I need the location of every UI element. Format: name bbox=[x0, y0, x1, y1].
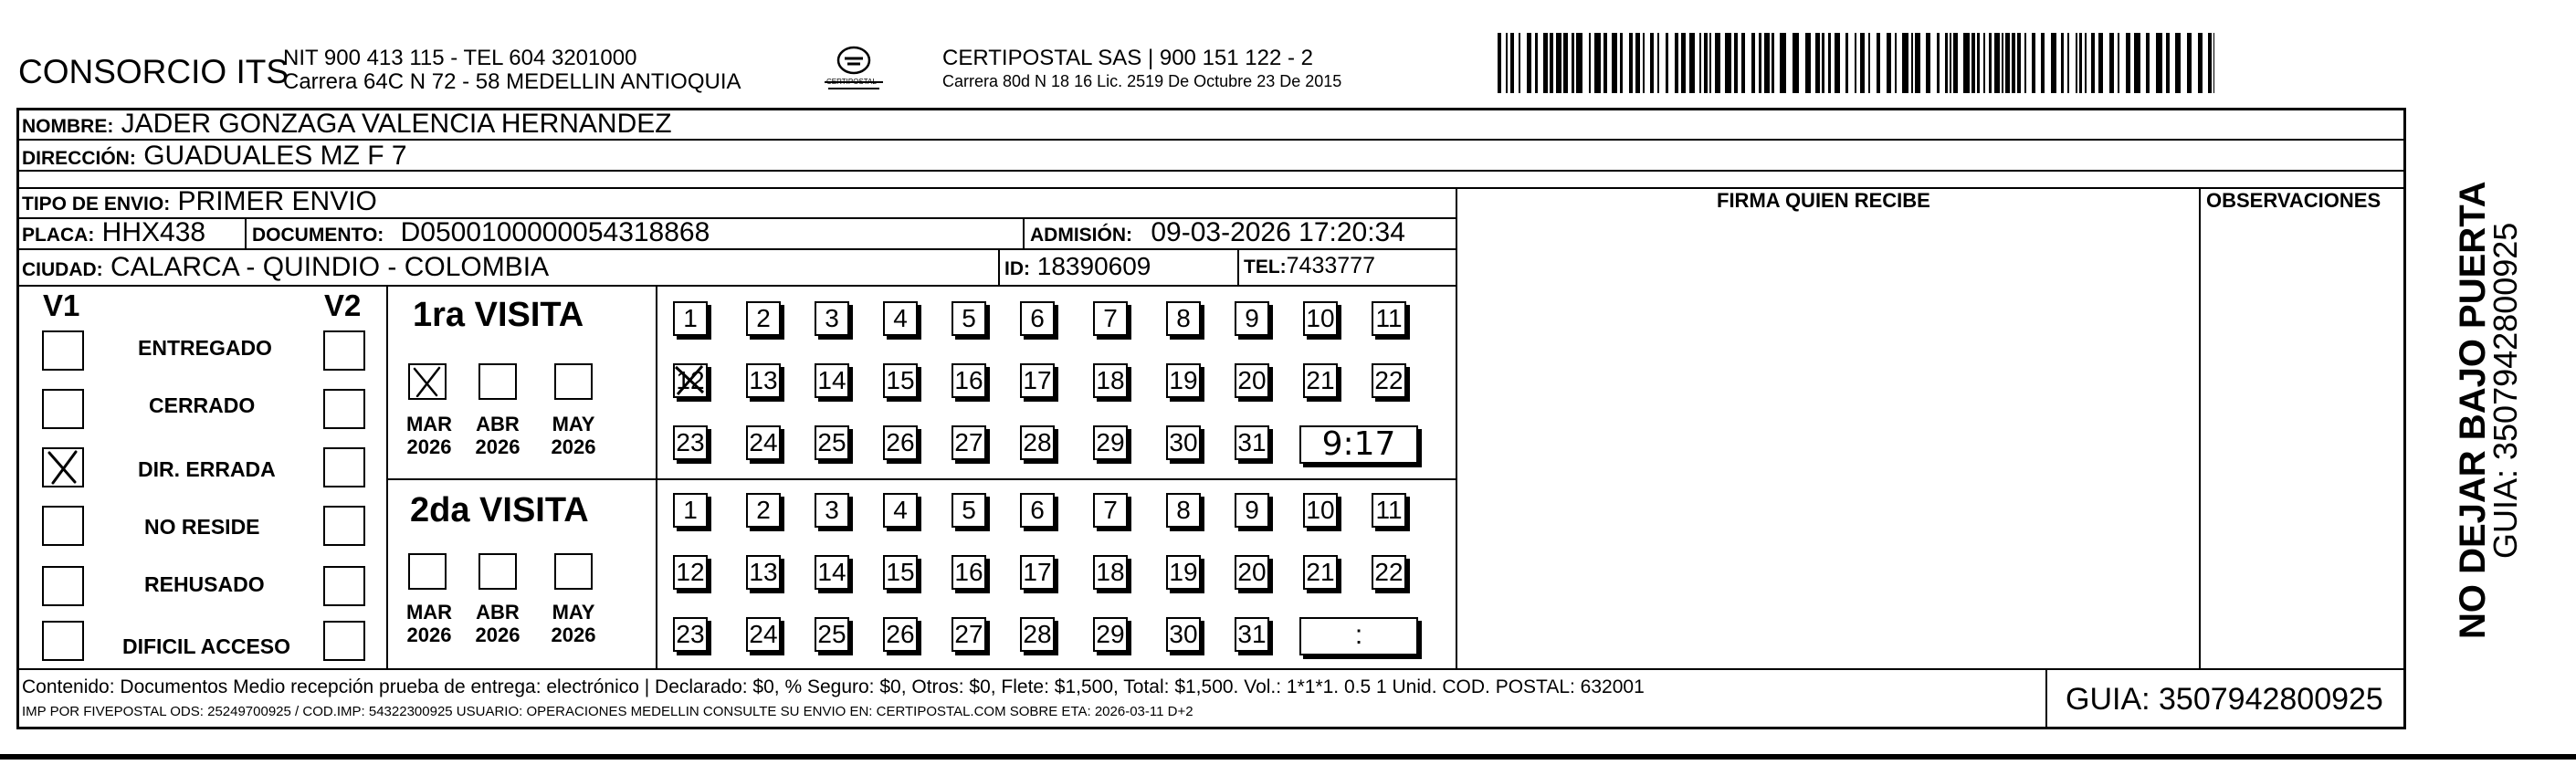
admision-field bbox=[1030, 219, 1405, 246]
first-visit-day-31[interactable]: 31 bbox=[1235, 425, 1269, 460]
v2-checkbox-dir-errada[interactable] bbox=[323, 447, 365, 487]
v1-checkbox-no-reside[interactable] bbox=[42, 506, 84, 546]
barcode-bar bbox=[1868, 33, 1870, 93]
barcode-bar bbox=[1704, 33, 1708, 93]
v1-checkbox-dir-errada[interactable] bbox=[42, 447, 84, 487]
company-nit: NIT 900 413 115 - TEL 604 3201000 bbox=[283, 46, 637, 70]
company-address: Carrera 64C N 72 - 58 MEDELLIN ANTIOQUIA bbox=[283, 69, 741, 94]
barcode-bar bbox=[1635, 33, 1640, 93]
first-visit-day-3[interactable]: 3 bbox=[815, 301, 849, 336]
barcode-bar bbox=[2041, 33, 2045, 93]
barcode-bar bbox=[2051, 33, 2056, 93]
barcode-bar bbox=[1989, 33, 1992, 93]
second-visit-time-box[interactable]: : bbox=[1299, 617, 1418, 655]
first-visit-day-13[interactable]: 13 bbox=[746, 363, 781, 398]
v1-label: V1 bbox=[43, 288, 80, 322]
barcode-bar bbox=[1845, 33, 1848, 93]
first-visit-day-27[interactable]: 27 bbox=[952, 425, 986, 460]
second-visit-day-9[interactable]: 9 bbox=[1235, 493, 1269, 528]
documento-label: DOCUMENTO: bbox=[252, 225, 384, 246]
second-visit-day-1[interactable]: 1 bbox=[673, 493, 708, 528]
barcode-bar bbox=[1926, 33, 1930, 93]
barcode-bar bbox=[2067, 33, 2069, 93]
recipient-address bbox=[22, 142, 407, 170]
barcode-bar bbox=[1650, 33, 1654, 93]
second-visit-day-16[interactable]: 16 bbox=[952, 555, 986, 590]
barcode-bar bbox=[2146, 33, 2150, 93]
second-visit-day-26[interactable]: 26 bbox=[883, 617, 918, 652]
first-visit-may-label: MAY 2026 bbox=[551, 413, 596, 459]
barcode-bar bbox=[2126, 33, 2130, 93]
second-visit-day-14[interactable]: 14 bbox=[815, 555, 849, 590]
barcode-bar bbox=[1725, 33, 1731, 93]
barcode-bar bbox=[1977, 33, 1980, 93]
barcode-bar bbox=[1594, 33, 1601, 93]
second-visit-day-23[interactable]: 23 bbox=[673, 617, 708, 652]
barcode-bar bbox=[1519, 33, 1520, 93]
barcode-bar bbox=[1681, 33, 1686, 93]
barcode-bar bbox=[1835, 33, 1840, 93]
barcode-bar bbox=[2208, 33, 2212, 93]
print-info: IMP POR FIVEPOSTAL ODS: 25249700925 / COD.IMP: 54322300925 USUARIO: OPERACIONES MEDELLIN CONSULTE SU ENVIO EN: CERTIPOSTAL.COM SOBRE ETA: 2026-03-11 D+2 bbox=[22, 704, 1193, 719]
barcode-bar bbox=[1666, 33, 1668, 93]
first-visit-day-20[interactable]: 20 bbox=[1235, 363, 1269, 398]
barcode-bar bbox=[2085, 33, 2087, 93]
second-visit-day-31[interactable]: 31 bbox=[1235, 617, 1269, 652]
barcode-bar bbox=[1643, 33, 1645, 93]
barcode-bar bbox=[2118, 33, 2119, 93]
certipostal-logo bbox=[817, 38, 890, 102]
barcode-bar bbox=[1734, 33, 1738, 93]
v1-checkbox-rehusado[interactable] bbox=[42, 566, 84, 606]
tel-value: 7433777 bbox=[1286, 253, 1375, 278]
barcode-bar bbox=[1887, 33, 1891, 93]
barcode-bar bbox=[1822, 33, 1824, 93]
barcode-bar bbox=[1527, 33, 1531, 93]
barcode-bar bbox=[1689, 33, 1695, 93]
v2-checkbox-dificil-acceso[interactable] bbox=[323, 621, 365, 661]
admision-label: ADMISIÓN: bbox=[1030, 225, 1132, 246]
tel-field bbox=[1244, 255, 1375, 278]
id-field bbox=[1004, 254, 1151, 279]
first-visit-day-23[interactable]: 23 bbox=[673, 425, 708, 460]
second-visit-day-8[interactable]: 8 bbox=[1166, 493, 1201, 528]
second-visit-may-box[interactable] bbox=[554, 553, 593, 590]
second-visit-day-17[interactable]: 17 bbox=[1020, 555, 1055, 590]
barcode-bar bbox=[2012, 33, 2015, 93]
barcode-bar bbox=[1510, 33, 1514, 93]
second-visit-mar-label: MAR 2026 bbox=[405, 601, 453, 647]
first-visit-day-6[interactable]: 6 bbox=[1020, 301, 1055, 336]
second-visit-day-2[interactable]: 2 bbox=[746, 493, 781, 528]
second-visit-day-28[interactable]: 28 bbox=[1020, 617, 1055, 652]
second-visit-day-12[interactable]: 12 bbox=[673, 555, 708, 590]
second-visit-day-22[interactable]: 22 bbox=[1372, 555, 1406, 590]
first-visit-day-1[interactable]: 1 bbox=[673, 301, 708, 336]
second-visit-label: 2da VISITA bbox=[410, 491, 589, 529]
barcode-bar bbox=[1629, 33, 1633, 93]
second-visit-day-5[interactable]: 5 bbox=[952, 493, 986, 528]
barcode-bar bbox=[2166, 33, 2170, 93]
check-x-icon bbox=[672, 362, 709, 398]
check-x-icon bbox=[44, 449, 81, 485]
status-dificil-acceso: DIFICIL ACCESO bbox=[122, 634, 291, 658]
barcode-bar bbox=[1780, 33, 1786, 93]
first-visit-abr-box[interactable] bbox=[478, 363, 517, 400]
first-visit-day-30[interactable]: 30 bbox=[1166, 425, 1201, 460]
first-visit-mar-box[interactable] bbox=[408, 363, 447, 400]
nombre-value: JADER GONZAGA VALENCIA HERNANDEZ bbox=[121, 109, 672, 139]
barcode-bar bbox=[1603, 33, 1607, 93]
barcode-bar bbox=[1535, 33, 1538, 93]
barcode-bar bbox=[1741, 33, 1745, 93]
first-visit-day-18[interactable]: 18 bbox=[1093, 363, 1128, 398]
barcode-bar bbox=[1911, 33, 1913, 93]
second-visit-day-11[interactable]: 11 bbox=[1372, 493, 1406, 528]
admision-value: 09-03-2026 17:20:34 bbox=[1151, 217, 1405, 247]
direccion-label: DIRECCIÓN: bbox=[22, 148, 136, 169]
firma-label: FIRMA QUIEN RECIBE bbox=[1717, 189, 1930, 212]
barcode-bar bbox=[1572, 33, 1574, 93]
second-visit-day-29[interactable]: 29 bbox=[1093, 617, 1128, 652]
barcode-bar bbox=[2098, 33, 2103, 93]
first-visit-day-16[interactable]: 16 bbox=[952, 363, 986, 398]
barcode-bar bbox=[1550, 33, 1553, 93]
check-x-icon bbox=[410, 365, 444, 397]
second-visit-day-18[interactable]: 18 bbox=[1093, 555, 1128, 590]
barcode-bar bbox=[1675, 33, 1678, 93]
barcode-bar bbox=[1709, 33, 1711, 93]
barcode-bar bbox=[1971, 33, 1975, 93]
bottom-rule bbox=[0, 754, 2576, 760]
first-visit-day-15[interactable]: 15 bbox=[883, 363, 918, 398]
second-visit-day-27[interactable]: 27 bbox=[952, 617, 986, 652]
second-visit-day-3[interactable]: 3 bbox=[815, 493, 849, 528]
documento-value: D0500100000054318868 bbox=[400, 217, 710, 247]
barcode-bar bbox=[2198, 33, 2203, 93]
barcode-bar bbox=[2032, 33, 2035, 93]
second-visit-abr-label: ABR 2026 bbox=[475, 601, 520, 647]
second-visit-day-10[interactable]: 10 bbox=[1303, 493, 1338, 528]
first-visit-day-24[interactable]: 24 bbox=[746, 425, 781, 460]
barcode-bar bbox=[1895, 33, 1897, 93]
barcode-bar bbox=[1963, 33, 1970, 93]
second-visit-day-19[interactable]: 19 bbox=[1166, 555, 1201, 590]
second-visit-abr-box[interactable] bbox=[478, 553, 517, 590]
v1-checkbox-cerrado[interactable] bbox=[42, 389, 84, 429]
barcode-bar bbox=[1620, 33, 1623, 93]
first-visit-day-28[interactable]: 28 bbox=[1020, 425, 1055, 460]
footer-guia: GUIA: 3507942800925 bbox=[2066, 682, 2383, 717]
placa-label: PLACA: bbox=[22, 225, 95, 246]
barcode-bar bbox=[1772, 33, 1774, 93]
second-visit-day-13[interactable]: 13 bbox=[746, 555, 781, 590]
v2-checkbox-rehusado[interactable] bbox=[323, 566, 365, 606]
barcode-bar bbox=[1815, 33, 1820, 93]
barcode-bar bbox=[1506, 33, 1508, 93]
nombre-label: NOMBRE: bbox=[22, 116, 114, 137]
status-cerrado: CERRADO bbox=[149, 393, 256, 417]
barcode-bar bbox=[2091, 33, 2095, 93]
first-visit-day-22[interactable]: 22 bbox=[1372, 363, 1406, 398]
first-visit-day-9[interactable]: 9 bbox=[1235, 301, 1269, 336]
barcode-bar bbox=[1828, 33, 1831, 93]
barcode-bar bbox=[1576, 33, 1582, 93]
barcode-bar bbox=[1994, 33, 2000, 93]
shipment-type bbox=[22, 188, 377, 215]
id-value: 18390609 bbox=[1036, 252, 1151, 280]
status-no-reside: NO RESIDE bbox=[144, 515, 260, 539]
barcode-bar bbox=[2076, 33, 2077, 93]
second-visit-day-7[interactable]: 7 bbox=[1093, 493, 1128, 528]
first-visit-day-10[interactable]: 10 bbox=[1303, 301, 1338, 336]
no-dejar-bajo-puerta: NO DEJAR BAJO PUERTA bbox=[2453, 181, 2493, 639]
barcode-bar bbox=[1953, 33, 1958, 93]
certipostal-address: Carrera 80d N 18 16 Lic. 2519 De Octubre 23 De 2015 bbox=[942, 72, 1342, 90]
first-visit-day-8[interactable]: 8 bbox=[1166, 301, 1201, 336]
barcode-bar bbox=[1751, 33, 1755, 93]
barcode-bar bbox=[1699, 33, 1701, 93]
barcode-bar bbox=[1950, 33, 1951, 93]
barcode-bar bbox=[2175, 33, 2181, 93]
barcode-bar bbox=[1543, 33, 1548, 93]
barcode bbox=[1498, 33, 2219, 97]
tipo-value: PRIMER ENVIO bbox=[177, 186, 377, 216]
second-visit-day-30[interactable]: 30 bbox=[1166, 617, 1201, 652]
second-visit-day-25[interactable]: 25 bbox=[815, 617, 849, 652]
barcode-bar bbox=[2187, 33, 2192, 93]
barcode-bar bbox=[1498, 33, 1501, 93]
barcode-bar bbox=[1945, 33, 1948, 93]
status-dir-errada: DIR. ERRADA bbox=[138, 457, 276, 481]
v1-checkbox-dificil-acceso[interactable] bbox=[42, 621, 84, 661]
second-visit-may-label: MAY 2026 bbox=[551, 601, 596, 647]
first-visit-may-box[interactable] bbox=[554, 363, 593, 400]
first-visit-day-17[interactable]: 17 bbox=[1020, 363, 1055, 398]
barcode-bar bbox=[2213, 33, 2214, 93]
company-name: CONSORCIO ITS bbox=[18, 53, 289, 90]
observaciones-label: OBSERVACIONES bbox=[2206, 189, 2381, 212]
barcode-bar bbox=[1983, 33, 1985, 93]
second-visit-mar-box[interactable] bbox=[408, 553, 447, 590]
barcode-bar bbox=[2005, 33, 2010, 93]
first-visit-mar-label: MAR 2026 bbox=[405, 413, 453, 459]
barcode-bar bbox=[1860, 33, 1865, 93]
direccion-value: GUADUALES MZ F 7 bbox=[143, 141, 407, 171]
v2-checkbox-no-reside[interactable] bbox=[323, 506, 365, 546]
ciudad-value: CALARCA - QUINDIO - COLOMBIA bbox=[110, 252, 550, 282]
barcode-bar bbox=[1563, 33, 1568, 93]
content-summary: Contenido: Documentos Medio recepción prueba de entrega: electrónico | Declarado: $0, % Seguro: $0, Otros: $0, Flete: $1,500, Total: $1,500. Vol.: 1*1*1. 0.5 1 Unid. COD. POSTAL: 632001 bbox=[22, 676, 1645, 697]
id-label: ID: bbox=[1004, 258, 1030, 279]
second-visit-day-6[interactable]: 6 bbox=[1020, 493, 1055, 528]
first-visit-abr-label: ABR 2026 bbox=[475, 413, 520, 459]
status-rehusado: REHUSADO bbox=[144, 572, 265, 596]
barcode-bar bbox=[2079, 33, 2082, 93]
second-visit-day-21[interactable]: 21 bbox=[1303, 555, 1338, 590]
first-visit-day-26[interactable]: 26 bbox=[883, 425, 918, 460]
barcode-bar bbox=[1805, 33, 1811, 93]
placa-value: HHX438 bbox=[101, 217, 206, 247]
barcode-bar bbox=[1759, 33, 1761, 93]
first-visit-day-21[interactable]: 21 bbox=[1303, 363, 1338, 398]
barcode-bar bbox=[2024, 33, 2026, 93]
placa-field bbox=[22, 219, 205, 246]
status-entregado: ENTREGADO bbox=[138, 336, 272, 360]
barcode-bar bbox=[2061, 33, 2064, 93]
v2-checkbox-entregado[interactable] bbox=[323, 330, 365, 371]
first-visit-day-19[interactable]: 19 bbox=[1166, 363, 1201, 398]
first-visit-day-14[interactable]: 14 bbox=[815, 363, 849, 398]
tel-label: TEL: bbox=[1244, 257, 1287, 278]
v2-checkbox-cerrado[interactable] bbox=[323, 389, 365, 429]
logo-text: CERTIPOSTAL bbox=[826, 78, 877, 86]
ciudad-field bbox=[22, 254, 549, 281]
barcode-bar bbox=[1657, 33, 1659, 93]
first-visit-day-25[interactable]: 25 bbox=[815, 425, 849, 460]
first-visit-time-box[interactable]: 9:17 bbox=[1299, 425, 1418, 464]
first-visit-day-29[interactable]: 29 bbox=[1093, 425, 1128, 460]
barcode-bar bbox=[2017, 33, 2021, 93]
first-visit-day-11[interactable]: 11 bbox=[1372, 301, 1406, 336]
barcode-bar bbox=[1556, 33, 1561, 93]
v1-checkbox-entregado[interactable] bbox=[42, 330, 84, 371]
ciudad-label: CIUDAD: bbox=[22, 259, 103, 280]
barcode-bar bbox=[1715, 33, 1720, 93]
first-visit-day-12[interactable]: 12 bbox=[673, 363, 708, 398]
first-visit-day-4[interactable]: 4 bbox=[883, 301, 918, 336]
barcode-bar bbox=[1764, 33, 1770, 93]
barcode-bar bbox=[1877, 33, 1880, 93]
tipo-label: TIPO DE ENVIO: bbox=[22, 194, 171, 215]
certipostal-info: CERTIPOSTAL SAS | 900 151 122 - 2 bbox=[942, 46, 1313, 70]
first-visit-day-7[interactable]: 7 bbox=[1093, 301, 1128, 336]
first-visit-day-2[interactable]: 2 bbox=[746, 301, 781, 336]
first-visit-label: 1ra VISITA bbox=[413, 296, 584, 334]
first-visit-day-5[interactable]: 5 bbox=[952, 301, 986, 336]
second-visit-day-4[interactable]: 4 bbox=[883, 493, 918, 528]
barcode-bar bbox=[2109, 33, 2114, 93]
barcode-bar bbox=[2002, 33, 2003, 93]
side-guia: GUIA: 3507942800925 bbox=[2487, 222, 2524, 559]
documento-field bbox=[252, 219, 710, 246]
recipient-name bbox=[22, 110, 672, 138]
barcode-bar bbox=[1589, 33, 1591, 93]
barcode-bar bbox=[1937, 33, 1940, 93]
barcode-bar bbox=[1902, 33, 1908, 93]
barcode-bar bbox=[1855, 33, 1856, 93]
v2-label: V2 bbox=[324, 288, 362, 322]
barcode-bar bbox=[2156, 33, 2162, 93]
second-visit-day-20[interactable]: 20 bbox=[1235, 555, 1269, 590]
second-visit-day-15[interactable]: 15 bbox=[883, 555, 918, 590]
barcode-bar bbox=[1612, 33, 1617, 93]
second-visit-day-24[interactable]: 24 bbox=[746, 617, 781, 652]
barcode-bar bbox=[2134, 33, 2140, 93]
barcode-bar bbox=[1915, 33, 1920, 93]
barcode-bar bbox=[1793, 33, 1799, 93]
